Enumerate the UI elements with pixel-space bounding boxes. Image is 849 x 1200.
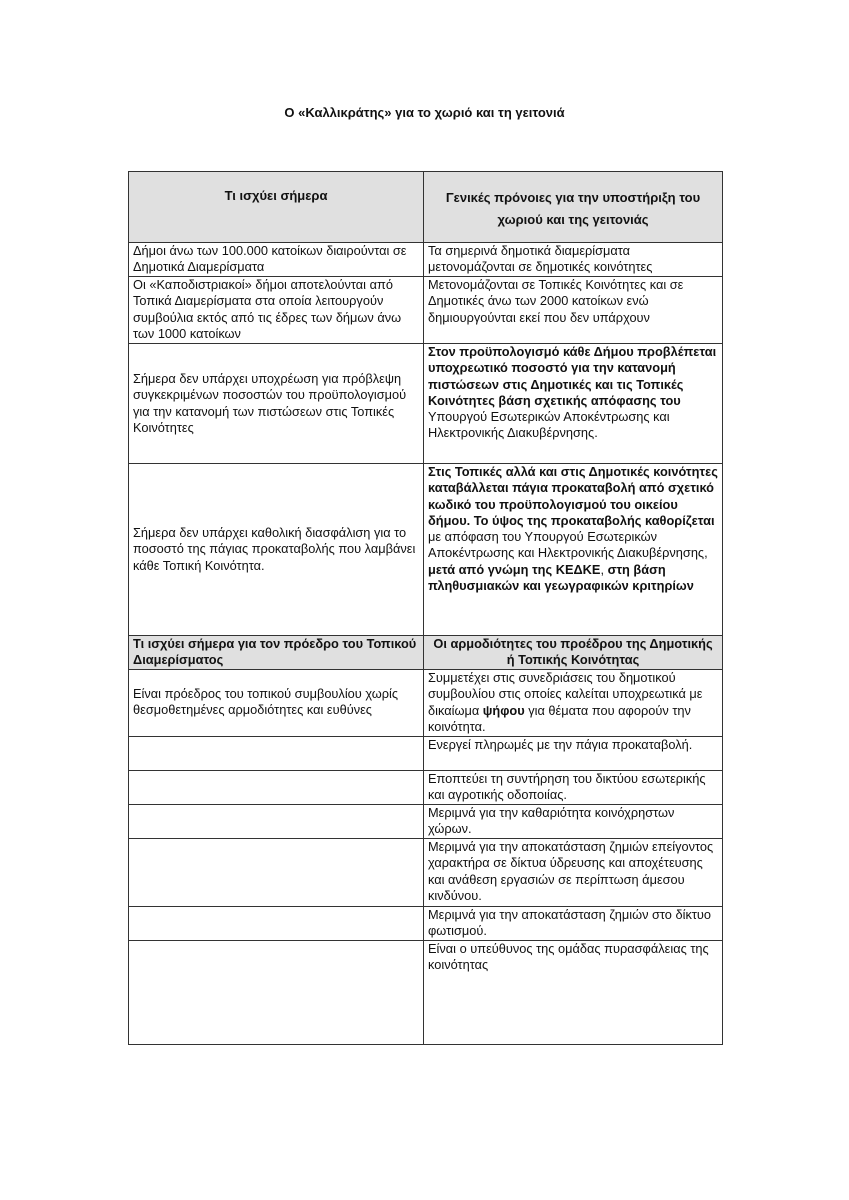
row-right-cell — [424, 344, 723, 464]
table-row — [129, 737, 723, 771]
empty-cell — [129, 839, 424, 907]
table-row — [129, 464, 723, 636]
empty-cell — [129, 737, 424, 771]
bold-text: μετά από γνώμη της ΚΕΔΚΕ — [428, 561, 601, 577]
table-row — [129, 277, 723, 344]
row-left-cell: Δήμοι άνω των 100.000 κατοίκων διαιρούνται σε Δημοτικά Διαμερίσματα — [129, 243, 424, 277]
bold-text: ψήφου — [482, 702, 525, 718]
table-row — [129, 670, 723, 737]
bold-text: Στον προϋπολογισμό κάθε Δήμου προβλέπεται υποχρεωτικό ποσοστό για την κατανομή πιστώσεων στις Δημοτικές και τις Τοπικές Κοινότητες βάση σχετικής απόφασης του — [428, 344, 717, 408]
row-left-cell: Σήμερα δεν υπάρχει καθολική διασφάλιση για το ποσοστό της πάγιας προκαταβολής που λαμβάνει κάθε Τοπική Κοινότητα. — [129, 464, 424, 636]
subheader-president-duties: Οι αρμοδιότητες του προέδρου της Δημοτικής ή Τοπικής Κοινότητας — [424, 636, 723, 670]
normal-text: με απόφαση του Υπουργού Εσωτερικών Αποκέντρωσης και Ηλεκτρονικής Διακυβέρνησης, — [428, 529, 708, 561]
subheader-president-current: Τι ισχύει σήμερα για τον πρόεδρο του Τοπικού Διαμερίσματος — [129, 636, 424, 670]
table-row — [129, 907, 723, 941]
table-row — [129, 344, 723, 464]
normal-text: για θέματα που αφορούν την κοινότητα. — [428, 702, 691, 734]
header-general-provisions: Γενικές πρόνοιες για την υποστήριξη του χωριού και της γειτονιάς — [424, 172, 723, 243]
bold-text: στη βάση πληθυσμιακών και γεωγραφικών κριτηρίων — [428, 561, 694, 594]
header-current-status: Τι ισχύει σήμερα — [129, 172, 424, 243]
empty-cell — [129, 941, 424, 1045]
duty-cell: Είναι ο υπεύθυνος της ομάδας πυρασφάλειας της κοινότητας — [424, 941, 723, 1045]
table-row — [129, 771, 723, 805]
table-header-row — [129, 172, 723, 243]
president-current-cell: Είναι πρόεδρος του τοπικού συμβουλίου χωρίς θεσμοθετημένες αρμοδιότητες και ευθύνες — [129, 670, 424, 737]
row-right-cell: Μετονομάζονται σε Τοπικές Κοινότητες και σε Δημοτικές άνω των 2000 κατοίκων ενώ δημιουργούνται εκεί που δεν υπάρχουν — [424, 277, 723, 344]
bold-text: Στις Τοπικές αλλά και στις Δημοτικές κοινότητες καταβάλλεται πάγια προκαταβολή από σχετικό κωδικό του προϋπολογισμού του οικείου δήμου. Το ύψος της προκαταβολής καθορίζεται — [428, 464, 718, 528]
empty-cell — [129, 771, 424, 805]
duty-cell: Εποπτεύει τη συντήρηση του δικτύου εσωτερικής και αγροτικής οδοποιίας. — [424, 771, 723, 805]
normal-text: Υπουργού Εσωτερικών Αποκέντρωσης και Ηλεκτρονικής Διακυβέρνησης. — [428, 409, 670, 441]
row-left-cell: Σήμερα δεν υπάρχει υποχρέωση για πρόβλεψη συγκεκριμένων ποσοστών του προϋπολογισμού για την κατανομή των πιστώσεων στις Τοπικές Κοινότητες — [129, 344, 424, 464]
normal-text: Συμμετέχει στις συνεδριάσεις του δημοτικού συμβουλίου στις οποίες καλείται υποχρεωτικά με δικαίωμα — [428, 670, 703, 718]
table-row — [129, 805, 723, 839]
comparison-table — [128, 171, 723, 1045]
table-subheader-row — [129, 636, 723, 670]
table-row — [129, 839, 723, 907]
duty-cell: Μεριμνά για την καθαριότητα κοινόχρηστων χώρων. — [424, 805, 723, 839]
empty-cell — [129, 805, 424, 839]
duty-cell: Ενεργεί πληρωμές με την πάγια προκαταβολή. — [424, 737, 723, 771]
row-right-cell: Τα σημερινά δημοτικά διαμερίσματα μετονομάζονται σε δημοτικές κοινότητες — [424, 243, 723, 277]
duty-cell: Μεριμνά για την αποκατάσταση ζημιών επείγοντος χαρακτήρα σε δίκτυα ύδρευσης και αποχέτευσης και ανάθεση εργασιών σε περίπτωση άμεσου κινδύνου. — [424, 839, 723, 907]
page-title: Ο «Καλλικράτης» για το χωριό και τη γειτονιά — [284, 105, 565, 120]
table-row — [129, 941, 723, 1045]
duty-cell — [424, 670, 723, 737]
empty-cell — [129, 907, 424, 941]
table-row — [129, 243, 723, 277]
duty-cell: Μεριμνά για την αποκατάσταση ζημιών στο δίκτυο φωτισμού. — [424, 907, 723, 941]
normal-text: , — [600, 561, 608, 577]
row-left-cell: Οι «Καποδιστριακοί» δήμοι αποτελούνται από Τοπικά Διαμερίσματα στα οποία λειτουργούν συμβούλια εκτός από τις έδρες των δήμων άνω των 1000 κατοίκων — [129, 277, 424, 344]
row-right-cell — [424, 464, 723, 636]
